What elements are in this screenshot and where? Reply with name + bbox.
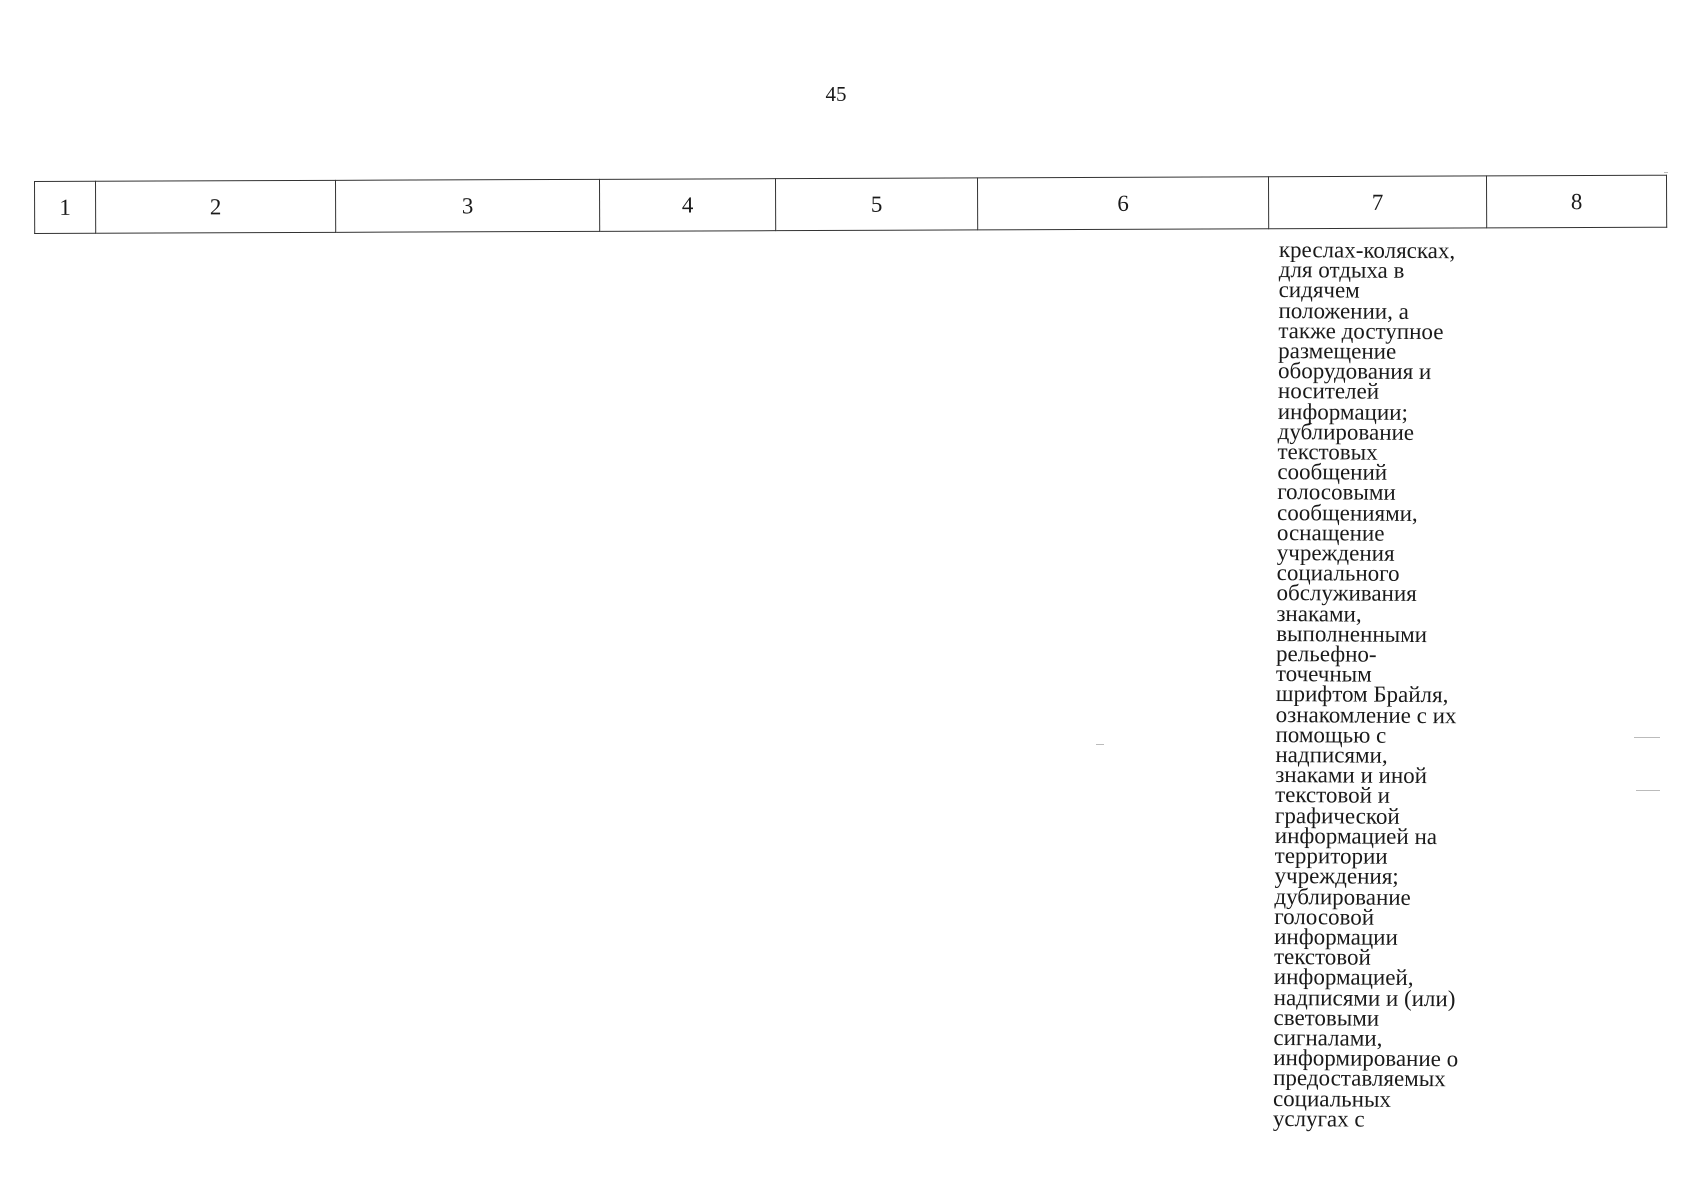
column-header-5: 5 <box>775 178 977 231</box>
column-header-7: 7 <box>1268 176 1486 229</box>
column-7-continued-text: креслах-колясках, для отдыха в сидячем положении, а также доступное размещение оборудования и носителей информации; дублирование текстовых сообщений голосовыми сообщениями, оснащение учреждения социального обслуживания знаками, выполненными рельефно- точечным шрифтом Брайля, ознакомление с их помощью с надписями, знаками и иной текстовой и графической информацией на территории учреждения; дублирование голосовой информации текстовой информацией, надписями и (или) световыми сигналами, информирование о предоставляемых социальных услугах с <box>1272 237 1459 1132</box>
scan-artifact <box>1636 790 1660 791</box>
column-header-3: 3 <box>335 179 599 232</box>
column-header-2: 2 <box>96 180 336 233</box>
column-header-4: 4 <box>599 179 775 232</box>
column-header-8: 8 <box>1486 175 1666 228</box>
scan-artifact <box>1634 737 1660 738</box>
scan-artifact <box>1096 744 1104 745</box>
column-number-header-table <box>34 175 1667 234</box>
header-row <box>35 175 1667 233</box>
scan-artifact <box>1664 172 1668 173</box>
page-number: 45 <box>825 82 847 106</box>
column-header-1: 1 <box>35 181 96 233</box>
column-header-6: 6 <box>977 177 1268 230</box>
